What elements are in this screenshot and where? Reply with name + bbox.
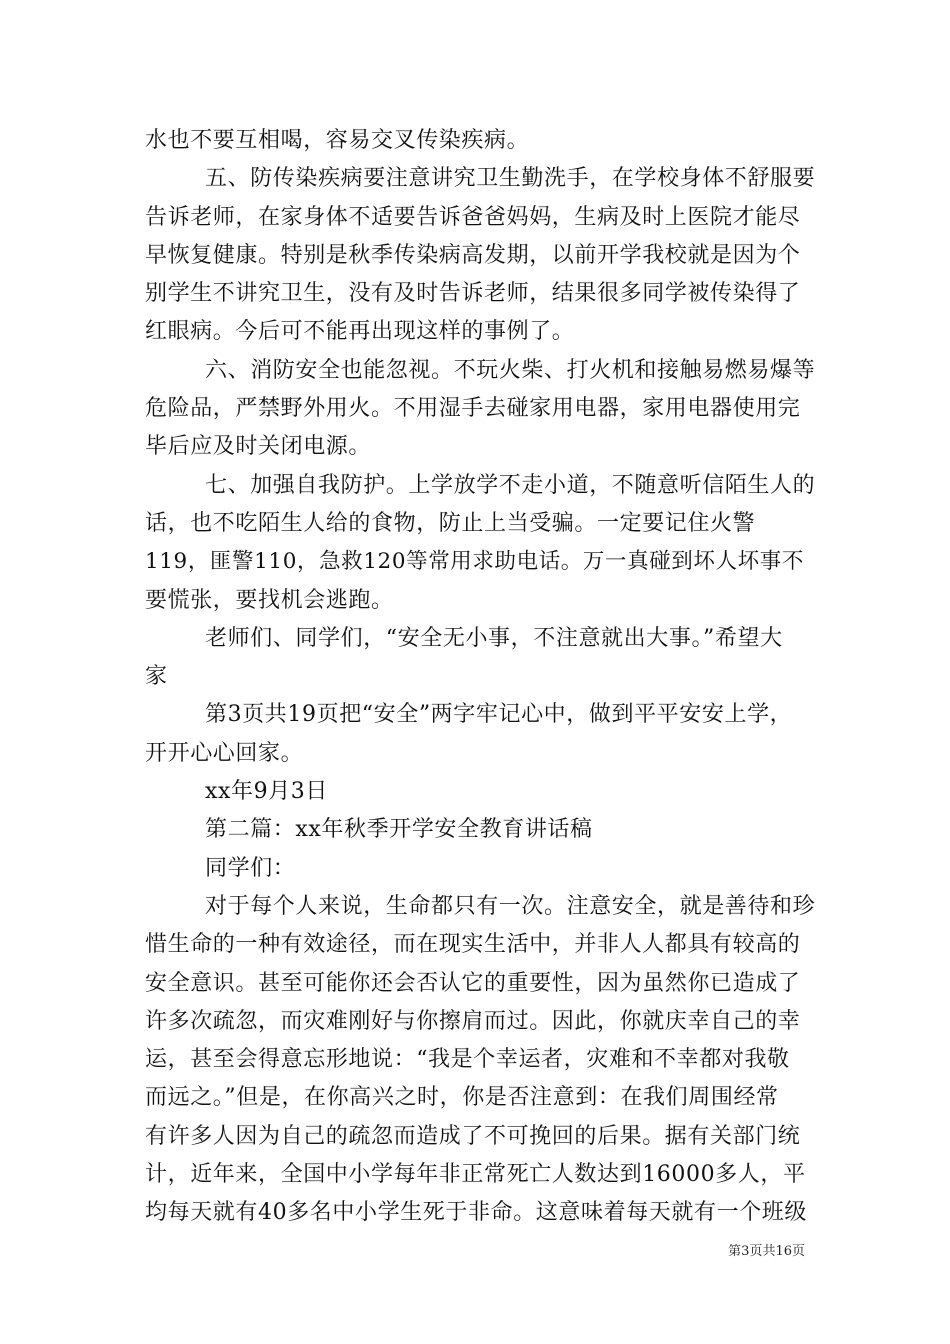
text-line: 毕后应及时关闭电源。 bbox=[145, 434, 372, 460]
text-line: 别学生不讲究卫生，没有及时告诉老师，结果很多同学被传染得了 bbox=[145, 281, 801, 307]
text-line: 五、防传染疾病要注意讲究卫生勤洗手，在学校身体不舒服要 bbox=[205, 166, 816, 192]
text-line: 计，近年来，全国中小学每年非正常死亡人数达到16000多人，平 bbox=[145, 1162, 806, 1188]
text-line: 开开心心回家。 bbox=[145, 740, 304, 766]
text-line: 七、加强自我防护。上学放学不走小道，不随意听信陌生人的 bbox=[205, 472, 816, 498]
document-body bbox=[145, 122, 815, 1233]
text-line: 对于每个人来说，生命都只有一次。注意安全，就是善待和珍 bbox=[205, 893, 816, 919]
text-line: 红眼病。今后可不能再出现这样的事例了。 bbox=[145, 319, 575, 345]
text-line: 家 bbox=[145, 664, 168, 690]
text-line: 第3页共19页把“安全”两字牢记心中，做到平平安安上学， bbox=[205, 702, 793, 728]
text-line: 有许多人因为自己的疏忽而造成了不可挽回的后果。据有关部门统 bbox=[145, 1123, 801, 1149]
text-line: 而远之。”但是，在你高兴之时，你是否注意到：在我们周围经常 bbox=[145, 1085, 779, 1111]
text-line: 第二篇：xx年秋季开学安全教育讲话稿 bbox=[205, 817, 593, 843]
text-line: 惜生命的一种有效途径，而在现实生活中，并非人人都具有较高的 bbox=[145, 932, 801, 958]
text-line: 要慌张，要找机会逃跑。 bbox=[145, 587, 394, 613]
text-line: 话，也不吃陌生人给的食物，防止上当受骗。一定要记住火警 bbox=[145, 510, 756, 536]
text-line: 危险品，严禁野外用火。不用湿手去碰家用电器，家用电器使用完 bbox=[145, 396, 801, 422]
text-line: 早恢复健康。特别是秋季传染病高发期，以前开学我校就是因为个 bbox=[145, 242, 801, 268]
text-line: 老师们、同学们，“安全无小事，不注意就出大事。”希望大 bbox=[205, 625, 783, 651]
text-line: 告诉老师，在家身体不适要告诉爸爸妈妈，生病及时上医院才能尽 bbox=[145, 204, 801, 230]
text-line: 均每天就有40多名中小学生死于非命。这意味着每天就有一个班级 bbox=[145, 1200, 807, 1226]
page-footer: 第3页共16页 bbox=[728, 1244, 805, 1259]
text-line: 运，甚至会得意忘形地说：“我是个幸运者，灾难和不幸都对我敬 bbox=[145, 1047, 790, 1073]
text-line: 水也不要互相喝，容易交叉传染疾病。 bbox=[145, 128, 530, 153]
text-line: 许多次疏忽，而灾难刚好与你擦肩而过。因此，你就庆幸自己的幸 bbox=[145, 1008, 801, 1034]
text-line: 六、消防安全也能忽视。不玩火柴、打火机和接触易燃易爆等 bbox=[205, 357, 816, 383]
text-line: 同学们： bbox=[205, 855, 296, 881]
text-line: 安全意识。甚至可能你还会否认它的重要性，因为虽然你已造成了 bbox=[145, 970, 801, 996]
text-line: 119，匪警110，急救120等常用求助电话。万一真碰到坏人坏事不 bbox=[145, 549, 804, 575]
text-line: xx年9月3日 bbox=[205, 779, 329, 805]
